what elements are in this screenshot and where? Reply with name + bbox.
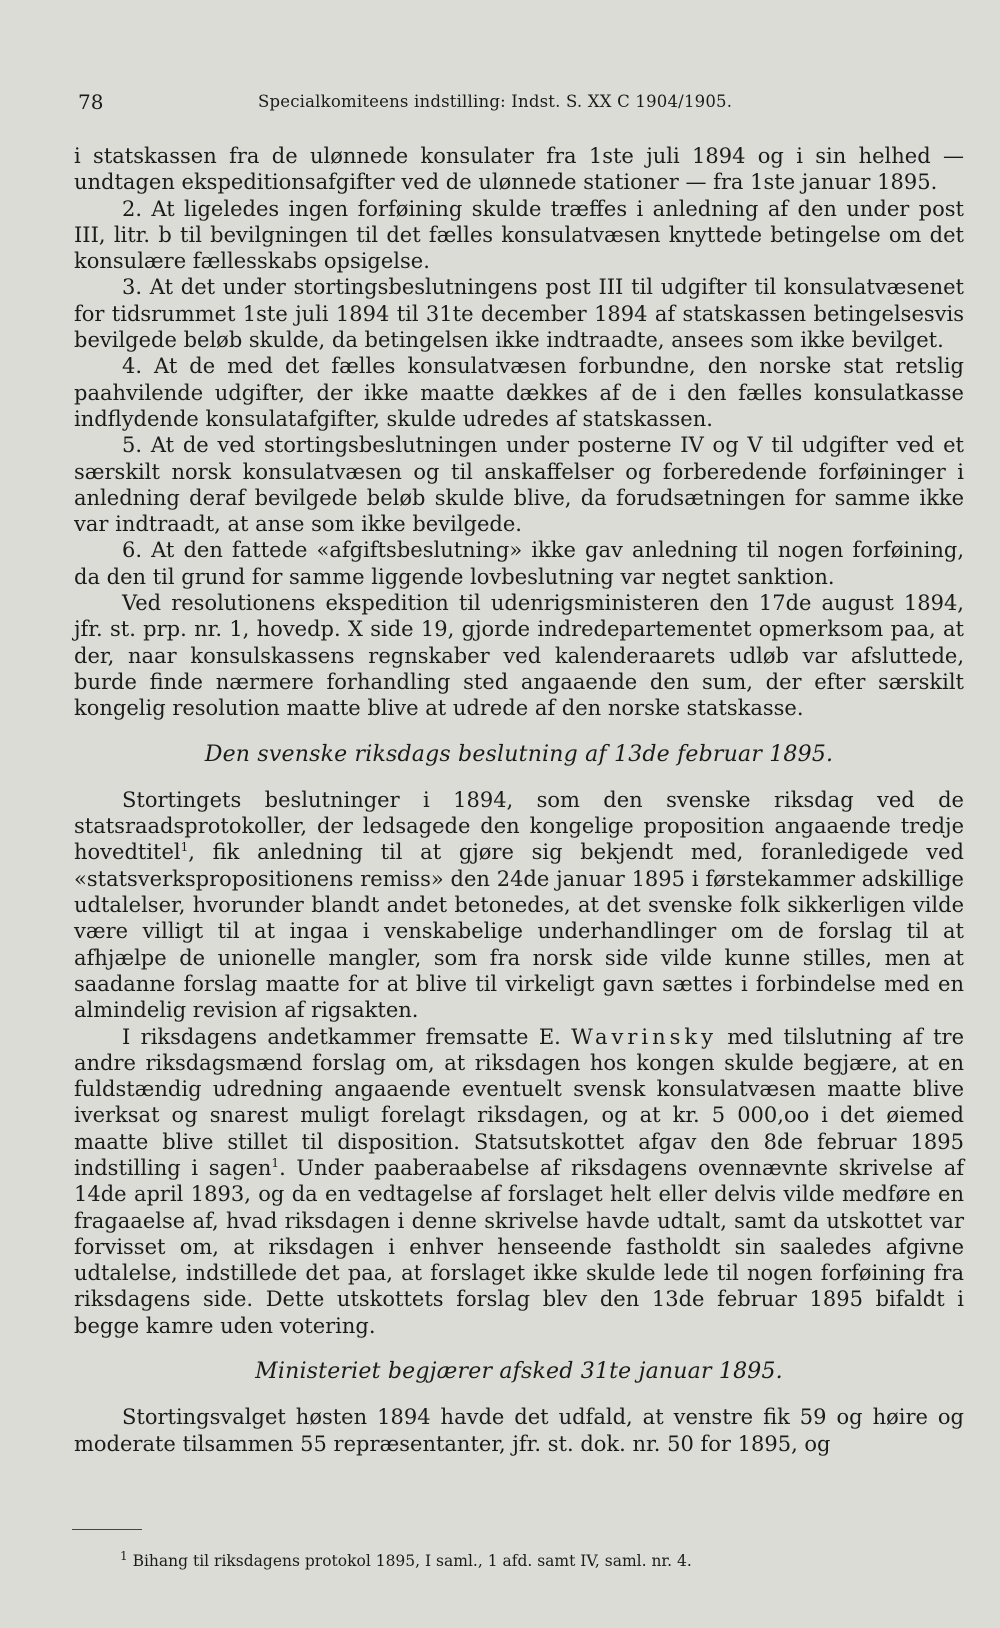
paragraph-text: med tilslutning af tre andre riksdagsmænd forslag om, at riksdagen hos kongen skulde begjære, at en fuldstændig udredning angaaende eventuelt svensk konsulatvæsen maatte blive iverksat og snarest muligt forelagt riksdagen, og at kr. 5 000,oo i det øiemed maatte blive stillet til disposition. Statsutskottet afgav den 8de februar 1895 indstilling i sagen <box>74 1024 964 1180</box>
paragraph-text: . Under paaberaabelse af riksdagens ovennævnte skrivelse af 14de april 1893, og da en vedtagelse af forslaget helt eller delvis vilde medføre en fragaaelse af, hvad riksdagen i denne skrivelse havde udtalt, samt da utskottet var forvisset om, at riksdagen i enhver henseende fastholdt sin saaledes afgivne udtalelse, indstillede det paa, at forslaget ikke skulde lede til nogen forføining fra riksdagens side. Dette utskottets forslag blev den 13de februar 1895 bifaldt i begge kamre uden votering. <box>74 1155 964 1338</box>
paragraph-item-6: 6. At den fattede «afgiftsbeslutning» ikke gav anledning til nogen forføining, da den til grund for samme liggende lovbeslutning var negtet sanktion. <box>74 538 964 589</box>
running-title: Specialkomiteens indstilling: Indst. S. XX C 1904/1905. <box>258 92 733 111</box>
person-name: Wavrinsky <box>571 1024 717 1049</box>
paragraph-text: I riksdagens andetkammer fremsatte E. <box>122 1024 572 1049</box>
paragraph-resolution: Ved resolutionens ekspedition til udenrigsministeren den 17de august 1894, jfr. st. prp. nr. 1, hovedp. X side 19, gjorde indredepartementet opmerksom paa, at der, naar konsulskassens regnskaber ved kalenderaarets udløb var afsluttede, burde finde nærmere forhandling sted angaaende den sum, der efter særskilt kongelig resolution maatte blive at udrede af den norske statskasse. <box>74 591 964 721</box>
page-number: 78 <box>78 90 104 114</box>
footnote-text: Bihang til riksdagens protokol 1895, I saml., 1 afd. samt IV, saml. nr. 4. <box>127 1552 692 1570</box>
footnote-ref: 1 <box>271 1155 280 1170</box>
paragraph-stortingsvalget: Stortingsvalget høsten 1894 havde det udfald, at venstre fik 59 og høire og moderate tilsammen 55 repræsentanter, jfr. st. dok. nr. 50 for 1895, og <box>74 1405 964 1456</box>
paragraph-item-5: 5. At de ved stortingsbeslutningen under posterne IV og V til udgifter ved et særskilt norsk konsulatvæsen og til anskaffelser og forberedende forføininger i anledning deraf bevilgede beløb skulde blive, da forudsætningen for samme ikke var indtraadt, at anse som ikke bevilgede. <box>74 433 964 537</box>
footnote-ref: 1 <box>180 840 189 855</box>
paragraph-storting-decisions <box>74 787 964 1024</box>
paragraph-andetkammer <box>74 1024 964 1340</box>
paragraph-item-4: 4. At de med det fælles konsulatvæsen forbundne, den norske stat retslig paahvilende udgifter, der ikke maatte dækkes af de i den fælles konsulatkasse indflydende konsulatafgifter, skulde udredes af statskassen. <box>74 354 964 431</box>
footnote-divider <box>72 1529 142 1530</box>
footnote-marker: 1 <box>120 1548 128 1563</box>
paragraph-text: , fik anledning til at gjøre sig bekjendt med, foranledigede ved «statsverkspropositionens remiss» den 24de januar 1895 i førstekammer adskillige udtalelser, hvorunder blandt andet betonedes, at det svenske folk sikkerligen vilde være villigt til at ingaa i venskabelige underhandlinger om de forslag til at afhjælpe de unionelle mangler, som fra norsk side vilde kunne stilles, men at saadanne forslag maatte for at blive til virkeligt gavn sættes i forbindelse med en almindelig revision af rigsakten. <box>74 840 964 1023</box>
paragraph-text: Stortingets beslutninger i 1894, som den svenske riksdag ved de statsraadsprotokoller, der ledsagede den kongelige proposition angaaende tredje hovedtitel <box>74 787 964 865</box>
section-heading-ministeriet: Ministeriet begjærer afsked 31te januar 1895. <box>255 1359 783 1385</box>
paragraph-item-3: 3. At det under stortingsbeslutningens post III til udgifter til konsulatvæsenet for tidsrummet 1ste juli 1894 til 31te december 1894 af statskassen betingelsesvis bevilgede beløb skulde, da betingelsen ikke indtraadte, ansees som ikke bevilget. <box>74 275 964 353</box>
section-heading-riksdag: Den svenske riksdags beslutning af 13de februar 1895. <box>204 741 834 767</box>
body-text <box>74 143 964 1457</box>
paragraph-item-2: 2. At ligeledes ingen forføining skulde træffes i anledning af den under post III, litr. b til bevilgningen til det fælles konsulatvæsen knyttede betingelse om det konsulære fællesskabs opsigelse. <box>74 196 964 274</box>
paragraph-continuation: i statskassen fra de ulønnede konsulater fra 1ste juli 1894 og i sin helhed — undtagen ekspeditionsafgifter ved de ulønnede stationer — fra 1ste januar 1895. <box>74 144 964 195</box>
footnote <box>120 1548 970 1570</box>
